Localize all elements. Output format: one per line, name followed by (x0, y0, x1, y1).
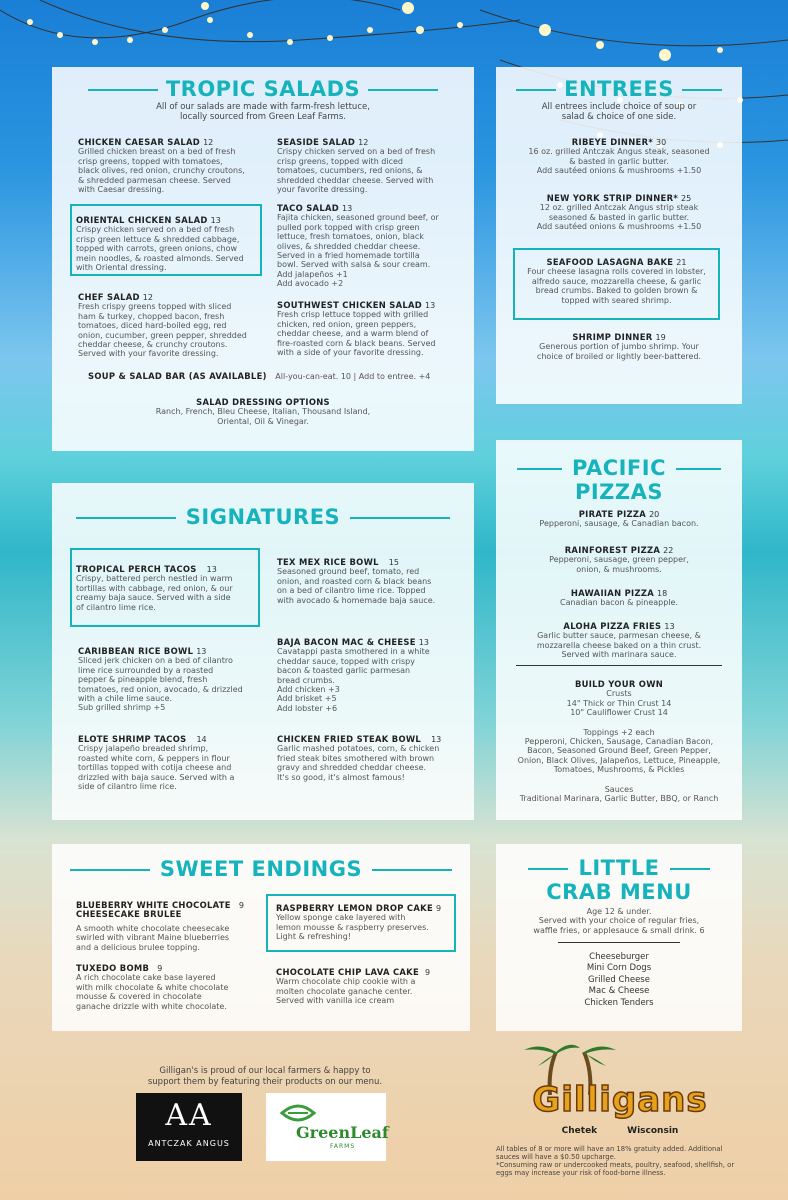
menu-item: RAINFOREST PIZZA 22 Pepperoni, sausage, green pepper, onion, & mushrooms. (549, 545, 689, 574)
menu-item: ELOTE SHRIMP TACOS 14 Crispy jalapeño breaded shrimp, roasted white corn, & peppers in flour tortillas topped with cotija cheese and drizzled with baja sauce. Served with a side of cilantro lime rice. (78, 734, 235, 792)
menu-item: CARIBBEAN RICE BOWL 13 Sliced jerk chicken on a bed of cilantro lime rice surrounded by a roasted pepper & pineapple blend, fresh tomatoes, red onion, avocado, & drizzled with a chile lime sauce. Sub grilled shrimp +5 (78, 646, 243, 713)
soup-salad-bar: SOUP & SALAD BAR (AS AVAILABLE) All-you-can-eat. 10 | Add to entree. +4 (88, 371, 431, 381)
divider (558, 942, 680, 943)
pacific-pizzas-panel (496, 440, 742, 820)
menu-item: TACO SALAD 13 Fajita chicken, seasoned ground beef, or pulled pork topped with crisp green lettuce, fresh tomatoes, onion, black olives, & shredded cheddar cheese. Served in a fried homemade tortilla bowl. Served with salsa & sour cream. Add jalapeños +1 Add avocado +2 (277, 203, 439, 289)
menu-item: RIBEYE DINNER* 30 16 oz. grilled Antczak Angus steak, seasoned & basted in garlic butter. Add sautéed onions & mushrooms +1.50 (528, 137, 710, 176)
menu-item: SHRIMP DINNER 19 Generous portion of jumbo shrimp. Your choice of broiled or lightly beer-battered. (536, 332, 702, 361)
entrees-subtitle: All entrees include choice of soup or salad & choice of one side. (541, 102, 697, 122)
menu-item: NEW YORK STRIP DINNER* 25 12 oz. grilled Antczak Angus strip steak seasoned & basted in garlic butter. Add sautéed onions & mushrooms +1.50 (536, 193, 702, 232)
menu-item: SEASIDE SALAD 12 Crispy chicken served on a bed of fresh crisp greens, topped with diced tomatoes, cucumbers, red onions, & shredded cheddar cheese. Served with your favorite dressing. (277, 137, 436, 195)
dressing-options: SALAD DRESSING OPTIONS Ranch, French, Bleu Cheese, Italian, Thousand Island, Oriental, Oil & Vinegar. (155, 397, 371, 426)
entrees-panel (496, 67, 742, 404)
menu-item: SOUTHWEST CHICKEN SALAD 13 Fresh crisp lettuce topped with grilled chicken, red onion, green peppers, cheddar cheese, and a warm blend of fire-roasted corn & black beans. Served with a side of your favorite dressing. (277, 300, 436, 358)
pizzas-heading: PACIFIC PIZZAS (496, 456, 742, 504)
gilligans-logo: Gilligans Chetek Wisconsin (500, 1040, 740, 1140)
menu-item: HAWAIIAN PIZZA 18 Canadian bacon & pineapple. (560, 588, 678, 608)
menu-item: CHEF SALAD 12 Fresh crispy greens topped with sliced ham & turkey, chopped bacon, fresh tomatoes, diced hard-boiled egg, red onion, cucumber, green pepper, shredded cheddar cheese, & crunchy croutons. Served with your favorite dressing. (78, 292, 247, 359)
menu-item: CHOCOLATE CHIP LAVA CAKE 9 Warm chocolate chip cookie with a molten chocolate ganache center. Served with vanilla ice cream (276, 967, 431, 1006)
menu-item: PIRATE PIZZA 20 Pepperoni, sausage, & Canadian bacon. (539, 509, 699, 529)
menu-item: CHICKEN FRIED STEAK BOWL 13 Garlic mashed potatoes, corn, & chicken fried steak bites smothered with brown gravy and shredded cheddar cheese. It's so good, it's almost famous! (277, 734, 442, 782)
build-your-own: BUILD YOUR OWN Crusts 14" Thick or Thin Crust 14 10" Cauliflower Crust 14 Toppings +2 each Pepperoni, Chicken, Sausage, Canadian Bacon, Bacon, Seasoned Ground Beef, Green Pepper, Onion, Black Olives, Jalapeños, Lettuce, Pineapple, Tomatoes, Mushrooms, & Pickles Sauces Traditional Marinara, Garlic Butter, BBQ, or Ranch (517, 679, 721, 804)
kids-heading: LITTLE CRAB MENU (496, 856, 742, 904)
menu-item: SEAFOOD LASAGNA BAKE 21 Four cheese lasagna rolls covered in lobster, alfredo sauce, mozzarella cheese, & garlic bread crumbs. Baked to golden brown & topped with seared shrimp. (527, 257, 706, 305)
kids-items: Cheeseburger Mini Corn Dogs Grilled Cheese Mac & Cheese Chicken Tenders (584, 952, 654, 1008)
menu-item: TUXEDO BOMB 9 A rich chocolate cake base layered with milk chocolate & white chocolate mousse & covered in chocolate ganache drizzle with white chocolate. (76, 963, 229, 1011)
tropic-salads-heading: TROPIC SALADS (52, 77, 474, 101)
menu-item: CHICKEN CAESAR SALAD 12 Grilled chicken breast on a bed of fresh crisp greens, topped with tomatoes, black olives, red onion, crunchy croutons, & shredded parmesan cheese. Served with Caesar dressing. (78, 137, 245, 195)
signatures-panel (52, 483, 474, 820)
divider (516, 665, 722, 666)
little-crab-menu-panel (496, 844, 742, 1031)
antczak-angus-logo: AA ANTCZAK ANGUS (136, 1093, 242, 1161)
kids-subtitle: Age 12 & under. Served with your choice of regular fries, waffle fries, or applesauce & small drink. 6 (533, 907, 705, 935)
sweet-endings-heading: SWEET ENDINGS (52, 857, 470, 881)
menu-item: TEX MEX RICE BOWL 15 Seasoned ground beef, tomato, red onion, and roasted corn & black beans on a bed of cilantro lime rice. Topped with avocado & homemade baja sauce. (277, 557, 436, 605)
menu-item: ORIENTAL CHICKEN SALAD 13 Crispy chicken served on a bed of fresh crisp green lettuce & shredded cabbage, topped with carrots, green onions, chow mein noodles, & roasted almonds. Served with Oriental dressing. (76, 215, 244, 273)
tropic-salads-panel (52, 67, 474, 451)
local-farmers-note: Gilligan's is proud of our local farmers & happy to support them by featuring their products on our menu. (147, 1066, 383, 1087)
menu-item: RASPBERRY LEMON DROP CAKE 9 Yellow sponge cake layered with lemon mousse & raspberry preserves. Light & refreshing! (276, 903, 442, 942)
menu-item: BLUEBERRY WHITE CHOCOLATE 9 CHEESECAKE BRULEE A smooth white chocolate cheesecake swirled with vibrant Maine blueberries and a delicious brulee topping. (76, 900, 244, 952)
menu-item: ALOHA PIZZA FRIES 13 Garlic butter sauce, parmesan cheese, & mozzarella cheese baked on a thin crust. Served with marinara sauce. (536, 621, 702, 660)
menu-item: BAJA BACON MAC & CHEESE 13 Cavatappi pasta smothered in a white cheddar sauce, topped with crispy bacon & toasted garlic parmesan bread crumbs. Add chicken +3 Add brisket +5 Add lobster +6 (277, 637, 430, 713)
green-leaf-farms-logo: GreenLeaf FARMS (266, 1093, 386, 1161)
signatures-heading: SIGNATURES (52, 505, 474, 529)
menu-item: TROPICAL PERCH TACOS 13 Crispy, battered perch nestled in warm tortillas with cabbage, red onion, & our creamy baja sauce. Served with a side of cilantro lime rice. (76, 564, 233, 612)
entrees-heading: ENTREES (496, 77, 742, 101)
gratuity-disclaimer: All tables of 8 or more will have an 18% gratuity added. Additional sauces will have a $0.50 upcharge. *Consuming raw or undercooked meats, poultry, seafood, shellfish, or eggs may increase your risk of food-borne illness. (496, 1145, 735, 1177)
sweet-endings-panel (52, 844, 470, 1031)
salads-subtitle: All of our salads are made with farm-fresh lettuce, locally sourced from Green Leaf Farms. (156, 102, 370, 122)
